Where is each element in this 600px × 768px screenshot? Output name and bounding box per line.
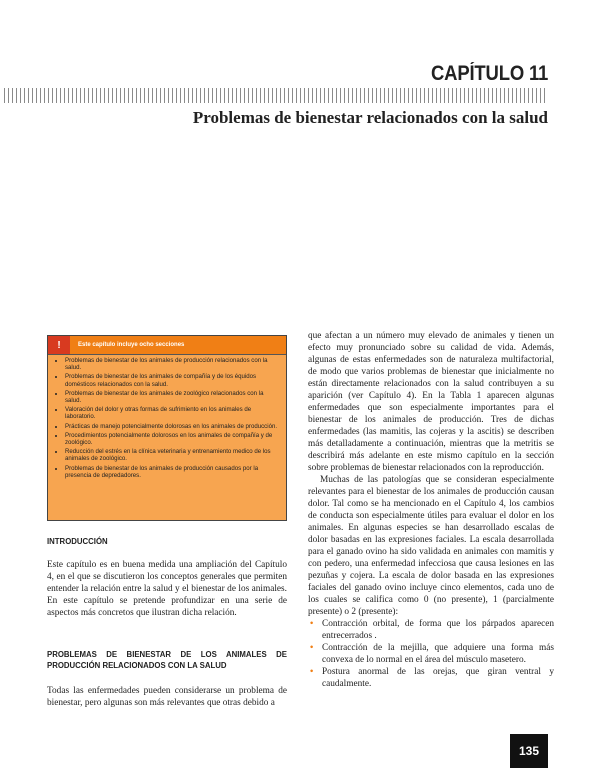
list-item: • Prácticas de manejo potencialmente dolorosas en los animales de producción. <box>65 423 280 430</box>
list-item: • Postura anormal de las orejas, que giran ventral y caudalmente. <box>322 666 554 690</box>
pain-scale-list <box>308 618 554 690</box>
list-item: • Reducción del estrés en la clínica veterinaria y entrenamiento medico de los animales de zoológico. <box>65 448 280 462</box>
list-item: • Problemas de bienestar de los animales de producción causados por la presencia de depredadores. <box>65 465 280 479</box>
body-paragraph: Muchas de las patologías que se consideran especialmente relevantes para el bienestar de los animales de producción causan dolor. Tal como se ha mencionado en el Capítulo 4, los cambios de conducta son especialmente útiles para evaluar el dolor en los animales. En algunas especies se han desarrollado escalas de dolor basadas en las expresiones faciales. La escala desarrollada para el ganado ovino ha sido validada en animales con mamitis y con pedero, una enfermedad infecciosa que causa lesiones en las pezuñas y cojera. La escala de dolor basada en las expresiones faciales del ganado ovino incluye cinco elementos, cada uno de los cuales se califica como 0 (no presente), 1 (parcialmente presente) o 2 (presente): <box>308 475 554 617</box>
list-item: • Valoración del dolor y otras formas de sufrimiento en los animales de laboratorio. <box>65 406 280 420</box>
decorative-hatch-rule <box>4 88 548 103</box>
chapter-label: CAPÍTULO 11 <box>430 62 548 85</box>
page-number: 135 <box>510 734 548 768</box>
body-paragraph: que afectan a un número muy elevado de animales y tienen un efecto muy pronunciado sobre su calidad de vida. Además, algunas de estas enfermedades son de naturaleza multifactorial, de modo que varios problemas de bienestar que inicialmente no están directamente relacionados con la salud contribuyen a su aparición (ver Capítulo 4). En la Tabla 1 aparecen algunas enfermedades que son especialmente importantes para el bienestar de los animales de producción. Tres de dichas enfermedades (las mamitis, las cojeras y la ascitis) se describen más detalladamente a continuación, mientras que la metritis se describirá más adelante en este mismo capítulo en la sección sobre problemas de bienestar relacionados con la reproducción. <box>308 331 554 473</box>
sections-summary-box <box>47 335 287 521</box>
list-item: • Problemas de bienestar de los animales de zoológico relacionados con la salud. <box>65 390 280 404</box>
summary-box-header <box>48 336 286 355</box>
chapter-title: Problemas de bienestar relacionados con la salud <box>192 108 548 127</box>
list-item: • Contracción orbital, de forma que los párpados aparecen entrecerrados . <box>322 618 554 642</box>
summary-list <box>48 357 286 479</box>
list-item: • Contracción de la mejilla, que adquiere una forma más convexa de lo normal en el área del músculo masetero. <box>322 642 554 666</box>
exclamation-icon: ! <box>48 336 70 354</box>
section-heading: PROBLEMAS DE BIENESTAR DE LOS ANIMALES DE PRODUCCIÓN RELACIONADOS CON LA SALUD <box>47 650 287 670</box>
list-item: • Problemas de bienestar de los animales de producción relacionados con la salud. <box>65 357 280 371</box>
summary-box-title: Este capítulo incluye ocho secciones <box>78 342 185 348</box>
left-column <box>47 536 287 709</box>
list-item: • Procedimientos potencialmente dolorosos en los animales de compañía y de zoológico. <box>65 432 280 446</box>
section-paragraph: Todas las enfermedades pueden considerarse un problema de bienestar, pero algunas son más relevantes que otras debido a <box>47 686 287 708</box>
right-column <box>308 330 554 690</box>
intro-heading: INTRODUCCIÓN <box>47 537 108 546</box>
list-item: • Problemas de bienestar de los animales de compañía y de los équidos domésticos relacionados con la salud. <box>65 373 280 387</box>
intro-paragraph: Este capítulo es en buena medida una ampliación del Capítulo 4, en el que se discutieron los conceptos generales que permiten entender la relación entre la salud y el bienestar de los animales. En este capítulo se pretende profundizar en una serie de aspectos más concretos que ilustran dicha relación. <box>47 560 287 618</box>
